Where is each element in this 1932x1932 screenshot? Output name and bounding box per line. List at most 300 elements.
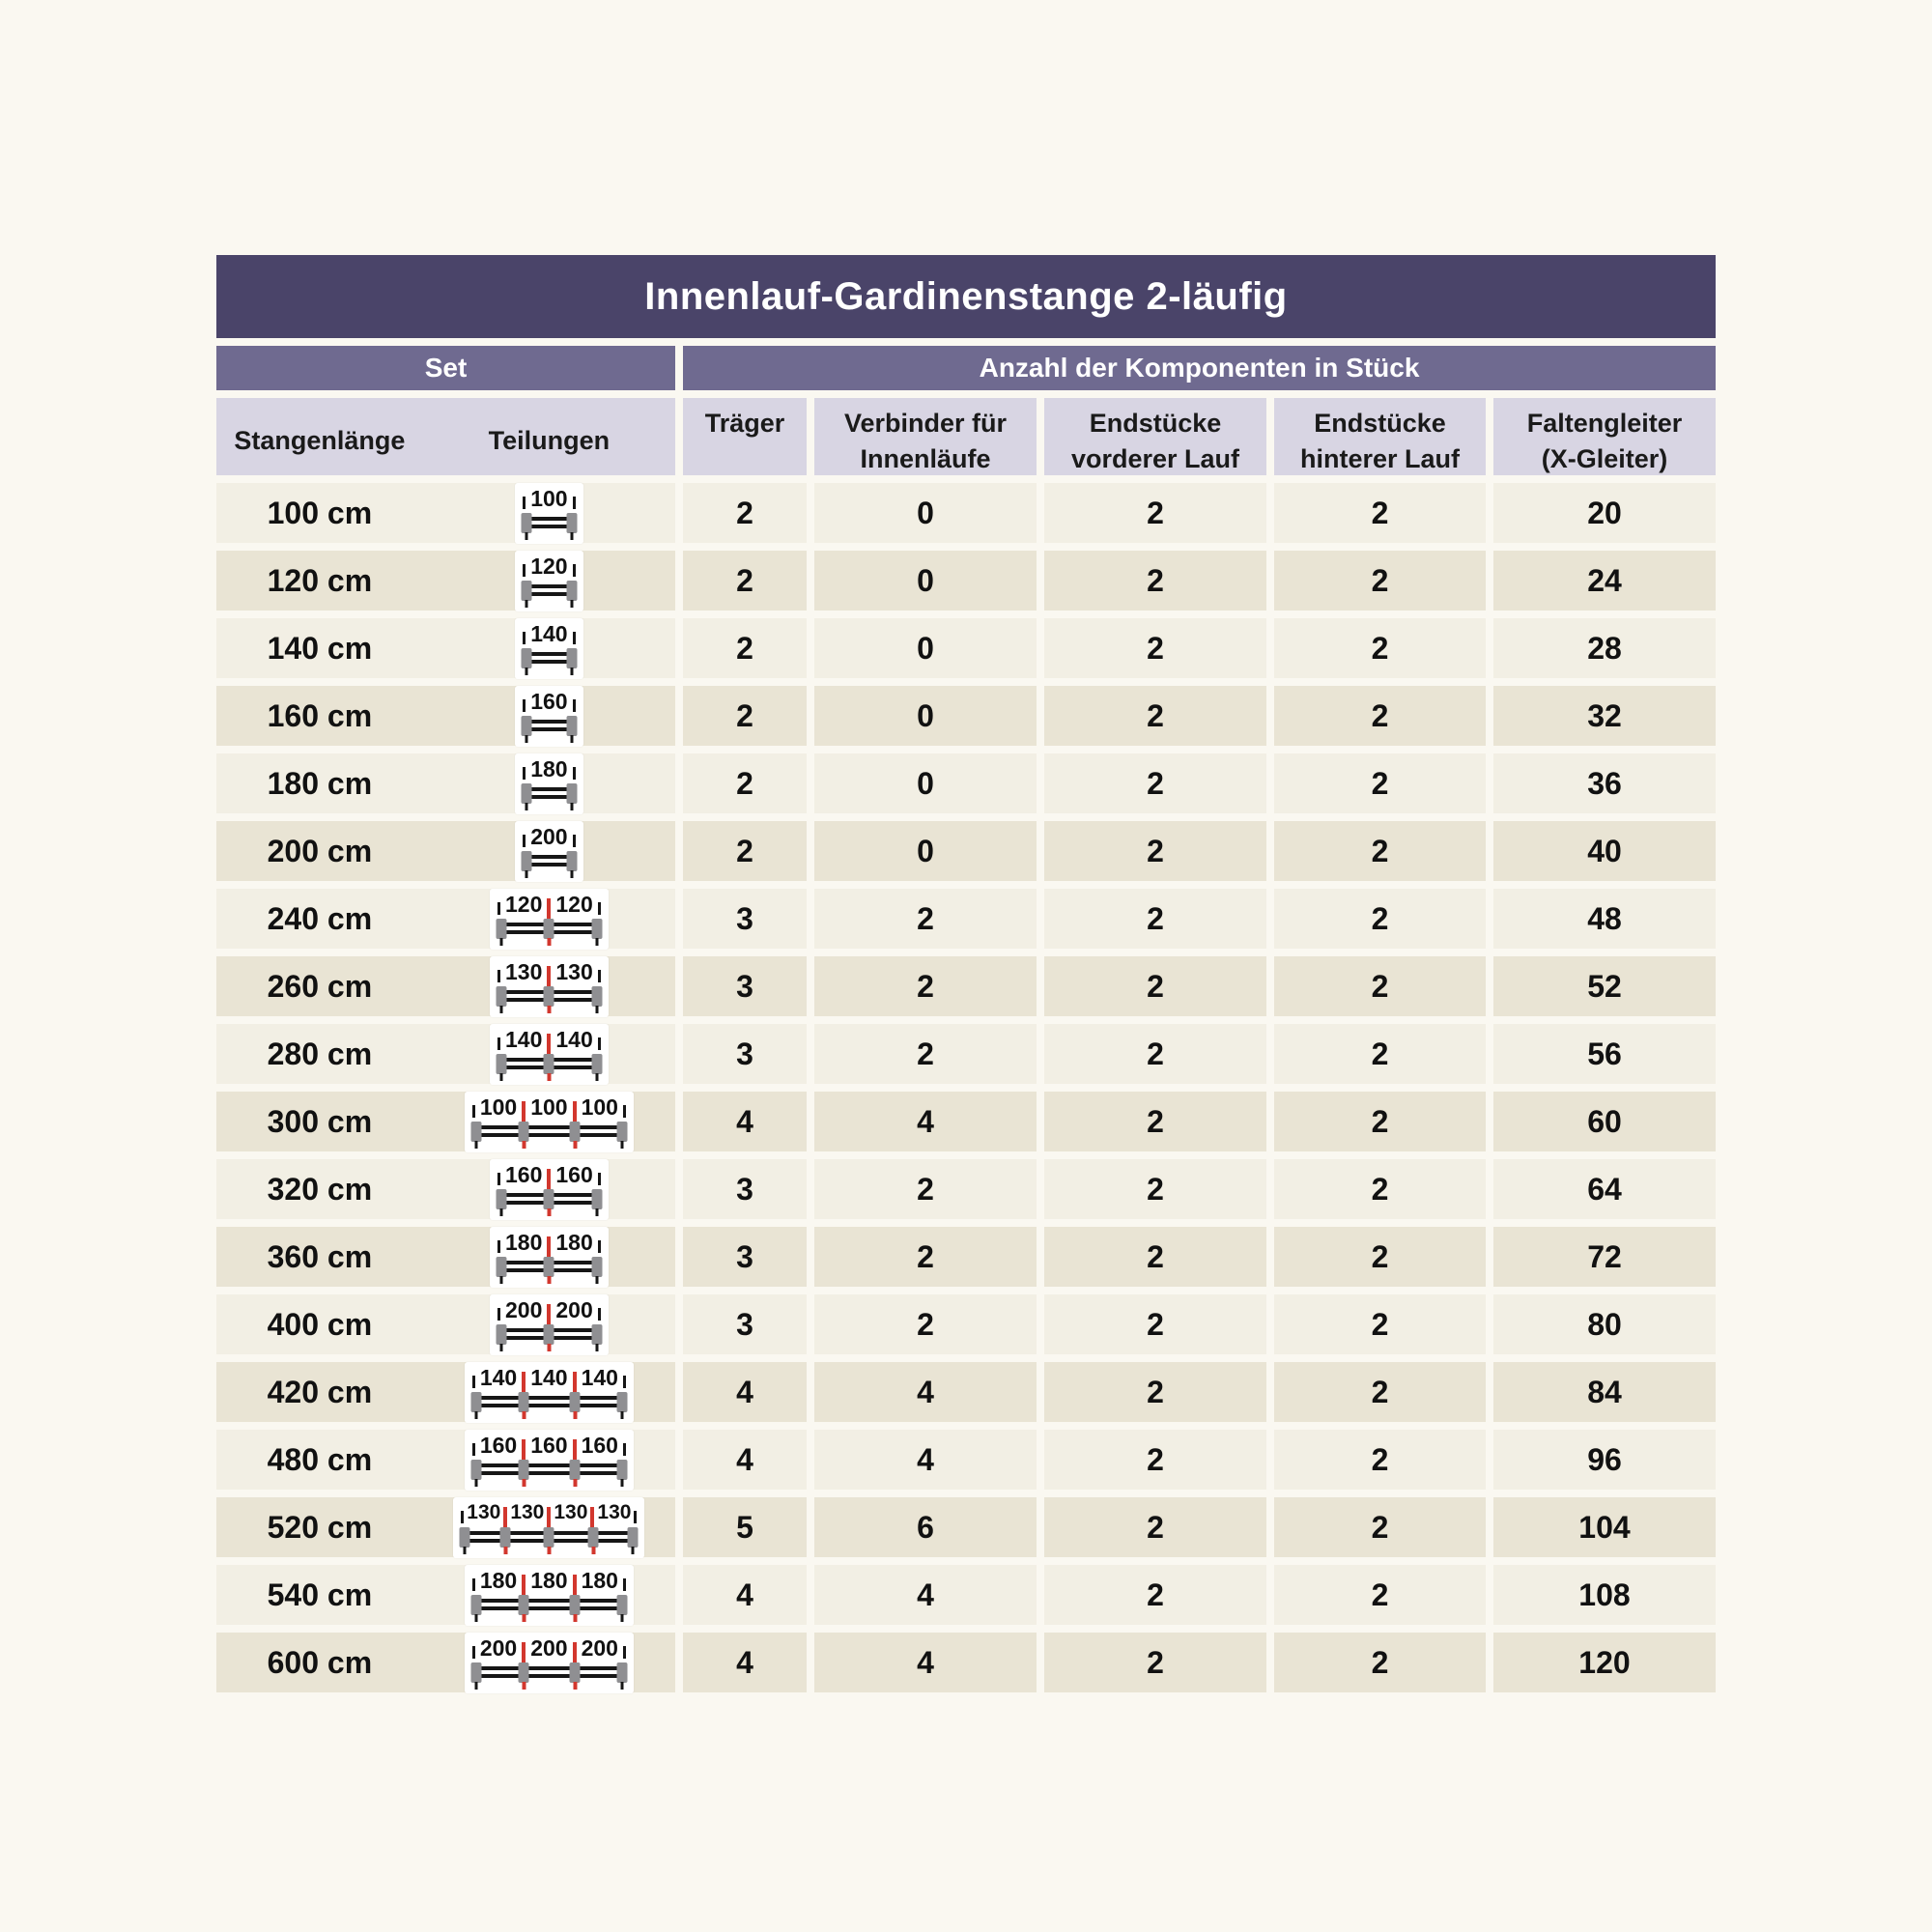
- rod-diagram: [465, 1362, 634, 1423]
- endstuecke-vorderer-lauf-value: 2: [1044, 1430, 1266, 1490]
- set-cell: [216, 1024, 675, 1084]
- rod-end-bracket: [470, 1122, 481, 1142]
- faltengleiter-value: 80: [1493, 1294, 1716, 1354]
- faltengleiter-value: 20: [1493, 483, 1716, 543]
- table-row: [216, 1024, 1716, 1084]
- rod-length: 280 cm: [267, 1036, 373, 1071]
- endstuecke-hinterer-lauf-value: 2: [1274, 821, 1486, 881]
- set-cell: [216, 821, 675, 881]
- verbinder-value: 0: [814, 551, 1037, 611]
- faltengleiter-value: 24: [1493, 551, 1716, 611]
- traeger-value: 4: [683, 1565, 807, 1625]
- rod-end-bracket: [460, 1527, 470, 1548]
- group-header-set: Set: [216, 346, 675, 390]
- segment-length: 200: [505, 1296, 543, 1322]
- endstuecke-hinterer-lauf-value: 2: [1274, 686, 1486, 746]
- faltengleiter-value: 108: [1493, 1565, 1716, 1625]
- traeger-value: 3: [683, 956, 807, 1016]
- rod-length: 320 cm: [267, 1171, 373, 1207]
- endstuecke-hinterer-lauf-value: 2: [1274, 956, 1486, 1016]
- set-cell: [216, 686, 675, 746]
- dimension-tick: [598, 1037, 601, 1050]
- endstuecke-vorderer-lauf-value: 2: [1044, 753, 1266, 813]
- table-title: Innenlauf-Gardinenstange 2-läufig: [216, 255, 1716, 338]
- segment-length: 180: [555, 1229, 593, 1255]
- endstuecke-vorderer-lauf-value: 2: [1044, 1024, 1266, 1084]
- segment-length: 140: [479, 1364, 518, 1390]
- endstuecke-hinterer-lauf-value: 2: [1274, 1294, 1486, 1354]
- rod-diagram: [515, 686, 582, 747]
- set-cell: [216, 956, 675, 1016]
- rod-end-bracket: [522, 648, 532, 668]
- rod-division: [423, 889, 675, 950]
- rod-end-bracket: [591, 1324, 602, 1345]
- dimension-tick: [623, 1105, 626, 1118]
- traeger-value: 4: [683, 1362, 807, 1422]
- table-row: [216, 1159, 1716, 1219]
- rod-division: [423, 551, 675, 611]
- rod-end-bracket: [522, 581, 532, 601]
- endstuecke-hinterer-lauf-value: 2: [1274, 1497, 1486, 1557]
- table-row: [216, 618, 1716, 678]
- rod-diagram: [490, 1024, 609, 1085]
- table-row: [216, 686, 1716, 746]
- column-header-endstuecke-vorne: Endstücke vorderer Lauf: [1044, 398, 1266, 475]
- rod-division: [423, 1294, 675, 1355]
- traeger-value: 2: [683, 551, 807, 611]
- faltengleiter-value: 64: [1493, 1159, 1716, 1219]
- traeger-value: 4: [683, 1092, 807, 1151]
- rod-diagram: [515, 618, 582, 679]
- rod-connector: [518, 1662, 528, 1683]
- dimension-tick: [623, 1646, 626, 1659]
- verbinder-value: 2: [814, 956, 1037, 1016]
- segment-length: 160: [530, 1432, 568, 1458]
- rod-connector: [518, 1595, 528, 1615]
- rod-division: [423, 1565, 675, 1626]
- table-row: [216, 956, 1716, 1016]
- segment-length: 130: [597, 1500, 632, 1523]
- endstuecke-vorderer-lauf-value: 2: [1044, 889, 1266, 949]
- rod-division: [423, 1227, 675, 1288]
- faltengleiter-value: 104: [1493, 1497, 1716, 1557]
- segment-length: 140: [555, 1026, 593, 1052]
- endstuecke-hinterer-lauf-value: 2: [1274, 483, 1486, 543]
- rod-connector: [544, 1257, 554, 1277]
- rod-length: 540 cm: [267, 1577, 373, 1612]
- rod-end-bracket: [470, 1460, 481, 1480]
- set-cell: [216, 1159, 675, 1219]
- rod-division: [423, 1024, 675, 1085]
- rod-end-bracket: [522, 851, 532, 871]
- table-row: [216, 753, 1716, 813]
- faltengleiter-value: 32: [1493, 686, 1716, 746]
- verbinder-value: 4: [814, 1362, 1037, 1422]
- segment-length: 130: [510, 1500, 545, 1523]
- verbinder-value: 4: [814, 1565, 1037, 1625]
- endstuecke-hinterer-lauf-value: 2: [1274, 1565, 1486, 1625]
- rod-diagram: [515, 483, 582, 544]
- rod-connector: [544, 1054, 554, 1074]
- endstuecke-hinterer-lauf-value: 2: [1274, 1159, 1486, 1219]
- rod-connector: [569, 1122, 580, 1142]
- faltengleiter-value: 28: [1493, 618, 1716, 678]
- endstuecke-vorderer-lauf-value: 2: [1044, 1159, 1266, 1219]
- table-row: [216, 889, 1716, 949]
- rod-length: 480 cm: [267, 1441, 373, 1477]
- column-header-set: [216, 398, 675, 475]
- traeger-value: 2: [683, 483, 807, 543]
- table-row: [216, 1497, 1716, 1557]
- rod-connector: [518, 1122, 528, 1142]
- rod-division: [423, 1497, 675, 1558]
- rod-division: [423, 821, 675, 882]
- segment-length: 160: [555, 1161, 593, 1187]
- rod-end-bracket: [497, 1324, 507, 1345]
- rod-division: [423, 483, 675, 544]
- traeger-value: 4: [683, 1430, 807, 1490]
- traeger-value: 3: [683, 1024, 807, 1084]
- rod-diagram: [515, 551, 582, 611]
- segment-length: 160: [479, 1432, 518, 1458]
- dimension-tick: [598, 1173, 601, 1185]
- rod-end-bracket: [628, 1527, 639, 1548]
- rod-length: 240 cm: [267, 900, 373, 936]
- traeger-value: 2: [683, 821, 807, 881]
- group-header-row: [216, 346, 1716, 390]
- segment-length: 100: [581, 1094, 618, 1120]
- table-row: [216, 1633, 1716, 1692]
- rod-end-bracket: [497, 1257, 507, 1277]
- rod-end-bracket: [470, 1392, 481, 1412]
- endstuecke-vorderer-lauf-value: 2: [1044, 1497, 1266, 1557]
- rod-end-bracket: [591, 1189, 602, 1209]
- rod-connector: [544, 919, 554, 939]
- faltengleiter-value: 84: [1493, 1362, 1716, 1422]
- endstuecke-vorderer-lauf-value: 2: [1044, 1227, 1266, 1287]
- rod-length: 180 cm: [267, 765, 373, 801]
- endstuecke-vorderer-lauf-value: 2: [1044, 1092, 1266, 1151]
- verbinder-value: 2: [814, 1159, 1037, 1219]
- dimension-tick: [634, 1511, 637, 1523]
- segment-length: 160: [530, 688, 568, 714]
- dimension-tick: [573, 767, 576, 780]
- rod-end-bracket: [566, 581, 577, 601]
- dimension-tick: [623, 1578, 626, 1591]
- segment-length: 160: [581, 1432, 618, 1458]
- rod-diagram: [490, 1227, 609, 1288]
- segment-length: 120: [530, 553, 568, 579]
- rod-end-bracket: [470, 1595, 481, 1615]
- endstuecke-hinterer-lauf-value: 2: [1274, 1362, 1486, 1422]
- rod-division: [423, 1430, 675, 1491]
- endstuecke-hinterer-lauf-value: 2: [1274, 1024, 1486, 1084]
- endstuecke-hinterer-lauf-value: 2: [1274, 1430, 1486, 1490]
- column-header-stangenlaenge: Stangenlänge: [234, 425, 406, 455]
- rod-length: 400 cm: [267, 1306, 373, 1342]
- dimension-tick: [573, 632, 576, 644]
- verbinder-value: 0: [814, 821, 1037, 881]
- table-row: [216, 1227, 1716, 1287]
- verbinder-value: 0: [814, 753, 1037, 813]
- segment-length: 100: [479, 1094, 518, 1120]
- rod-length: 200 cm: [267, 833, 373, 868]
- rod-length: 520 cm: [267, 1509, 373, 1545]
- endstuecke-hinterer-lauf-value: 2: [1274, 1227, 1486, 1287]
- segment-length: 200: [581, 1634, 618, 1661]
- column-header-teilungen: Teilungen: [488, 425, 611, 455]
- dimension-tick: [573, 835, 576, 847]
- column-header-verbinder: Verbinder für Innenläufe: [814, 398, 1037, 475]
- faltengleiter-value: 48: [1493, 889, 1716, 949]
- rod-end-bracket: [616, 1392, 627, 1412]
- segment-length: 130: [554, 1500, 588, 1523]
- verbinder-value: 2: [814, 1227, 1037, 1287]
- segment-length: 180: [530, 755, 568, 781]
- table-row: [216, 483, 1716, 543]
- segment-length: 140: [530, 620, 568, 646]
- rod-connector: [569, 1392, 580, 1412]
- segment-length: 130: [555, 958, 593, 984]
- group-header-components: Anzahl der Komponenten in Stück: [683, 346, 1716, 390]
- endstuecke-hinterer-lauf-value: 2: [1274, 551, 1486, 611]
- verbinder-value: 4: [814, 1633, 1037, 1692]
- rod-end-bracket: [470, 1662, 481, 1683]
- faltengleiter-value: 96: [1493, 1430, 1716, 1490]
- endstuecke-vorderer-lauf-value: 2: [1044, 1362, 1266, 1422]
- rod-end-bracket: [497, 1054, 507, 1074]
- endstuecke-hinterer-lauf-value: 2: [1274, 753, 1486, 813]
- verbinder-value: 4: [814, 1430, 1037, 1490]
- verbinder-value: 2: [814, 889, 1037, 949]
- endstuecke-vorderer-lauf-value: 2: [1044, 1565, 1266, 1625]
- segment-length: 180: [505, 1229, 543, 1255]
- segment-length: 140: [505, 1026, 543, 1052]
- endstuecke-vorderer-lauf-value: 2: [1044, 618, 1266, 678]
- faltengleiter-value: 36: [1493, 753, 1716, 813]
- rod-diagram: [515, 821, 582, 882]
- segment-length: 140: [581, 1364, 618, 1390]
- rod-connector: [518, 1460, 528, 1480]
- rod-end-bracket: [566, 851, 577, 871]
- verbinder-value: 0: [814, 686, 1037, 746]
- segment-length: 180: [530, 1567, 568, 1593]
- traeger-value: 3: [683, 1159, 807, 1219]
- rod-division: [423, 1633, 675, 1693]
- set-cell: [216, 889, 675, 949]
- set-cell: [216, 1430, 675, 1490]
- rod-length: 360 cm: [267, 1238, 373, 1274]
- verbinder-value: 4: [814, 1092, 1037, 1151]
- rod-end-bracket: [566, 648, 577, 668]
- rod-length: 600 cm: [267, 1644, 373, 1680]
- rod-end-bracket: [497, 919, 507, 939]
- segment-length: 130: [505, 958, 543, 984]
- dimension-tick: [598, 902, 601, 915]
- segment-length: 140: [530, 1364, 568, 1390]
- set-cell: [216, 551, 675, 611]
- rod-length: 420 cm: [267, 1374, 373, 1409]
- rod-end-bracket: [591, 986, 602, 1007]
- table-row: [216, 1092, 1716, 1151]
- faltengleiter-value: 60: [1493, 1092, 1716, 1151]
- verbinder-value: 6: [814, 1497, 1037, 1557]
- rod-diagram: [465, 1092, 634, 1152]
- traeger-value: 3: [683, 889, 807, 949]
- component-table: [216, 255, 1716, 1700]
- rod-diagram: [515, 753, 582, 814]
- column-header-endstuecke-hinten: Endstücke hinterer Lauf: [1274, 398, 1486, 475]
- rod-end-bracket: [616, 1122, 627, 1142]
- rod-connector: [544, 1189, 554, 1209]
- rod-diagram: [453, 1497, 644, 1558]
- rod-division: [423, 1092, 675, 1152]
- rod-length: 100 cm: [267, 495, 373, 530]
- rod-end-bracket: [566, 513, 577, 533]
- rod-diagram: [490, 889, 609, 950]
- rod-connector: [569, 1460, 580, 1480]
- segment-length: 180: [581, 1567, 618, 1593]
- dimension-tick: [573, 564, 576, 577]
- rod-end-bracket: [522, 783, 532, 804]
- dimension-tick: [573, 699, 576, 712]
- rod-division: [423, 956, 675, 1017]
- set-cell: [216, 1227, 675, 1287]
- rod-end-bracket: [591, 1054, 602, 1074]
- segment-length: 160: [505, 1161, 543, 1187]
- endstuecke-vorderer-lauf-value: 2: [1044, 483, 1266, 543]
- dimension-tick: [598, 970, 601, 982]
- set-cell: [216, 1497, 675, 1557]
- segment-length: 200: [530, 1634, 568, 1661]
- traeger-value: 4: [683, 1633, 807, 1692]
- dimension-tick: [573, 497, 576, 509]
- table-body: [216, 483, 1716, 1692]
- endstuecke-vorderer-lauf-value: 2: [1044, 956, 1266, 1016]
- traeger-value: 2: [683, 618, 807, 678]
- set-cell: [216, 753, 675, 813]
- dimension-tick: [623, 1376, 626, 1388]
- rod-division: [423, 686, 675, 747]
- traeger-value: 3: [683, 1227, 807, 1287]
- dimension-tick: [598, 1240, 601, 1253]
- segment-length: 200: [530, 823, 568, 849]
- segment-length: 120: [555, 891, 593, 917]
- rod-diagram: [490, 956, 609, 1017]
- column-header-traeger: Träger: [683, 398, 807, 475]
- rod-division: [423, 1159, 675, 1220]
- endstuecke-vorderer-lauf-value: 2: [1044, 1633, 1266, 1692]
- table-row: [216, 551, 1716, 611]
- rod-connector: [587, 1527, 598, 1548]
- rod-connector: [544, 1324, 554, 1345]
- rod-end-bracket: [522, 716, 532, 736]
- segment-length: 200: [479, 1634, 518, 1661]
- rod-connector: [518, 1392, 528, 1412]
- rod-end-bracket: [566, 716, 577, 736]
- rod-division: [423, 618, 675, 679]
- verbinder-value: 2: [814, 1294, 1037, 1354]
- rod-division: [423, 753, 675, 814]
- rod-diagram: [490, 1294, 609, 1355]
- rod-end-bracket: [497, 986, 507, 1007]
- set-cell: [216, 1362, 675, 1422]
- table-row: [216, 1294, 1716, 1354]
- faltengleiter-value: 120: [1493, 1633, 1716, 1692]
- set-cell: [216, 1633, 675, 1692]
- segment-length: 120: [505, 891, 543, 917]
- segment-length: 180: [479, 1567, 518, 1593]
- endstuecke-vorderer-lauf-value: 2: [1044, 821, 1266, 881]
- rod-end-bracket: [591, 919, 602, 939]
- rod-end-bracket: [616, 1460, 627, 1480]
- rod-end-bracket: [591, 1257, 602, 1277]
- rod-end-bracket: [566, 783, 577, 804]
- table-row: [216, 1430, 1716, 1490]
- rod-connector: [569, 1595, 580, 1615]
- rod-connector: [569, 1662, 580, 1683]
- traeger-value: 2: [683, 686, 807, 746]
- verbinder-value: 0: [814, 618, 1037, 678]
- faltengleiter-value: 52: [1493, 956, 1716, 1016]
- traeger-value: 2: [683, 753, 807, 813]
- column-header-faltengleiter: Faltengleiter (X-Gleiter): [1493, 398, 1716, 475]
- endstuecke-vorderer-lauf-value: 2: [1044, 1294, 1266, 1354]
- column-header-row: [216, 398, 1716, 475]
- rod-diagram: [465, 1430, 634, 1491]
- rod-connector: [544, 986, 554, 1007]
- rod-length: 120 cm: [267, 562, 373, 598]
- segment-length: 100: [530, 485, 568, 511]
- verbinder-value: 0: [814, 483, 1037, 543]
- rod-diagram: [465, 1565, 634, 1626]
- rod-diagram: [490, 1159, 609, 1220]
- rod-length: 140 cm: [267, 630, 373, 666]
- endstuecke-vorderer-lauf-value: 2: [1044, 551, 1266, 611]
- faltengleiter-value: 40: [1493, 821, 1716, 881]
- traeger-value: 3: [683, 1294, 807, 1354]
- set-cell: [216, 483, 675, 543]
- rod-division: [423, 1362, 675, 1423]
- set-cell: [216, 618, 675, 678]
- segment-length: 100: [530, 1094, 568, 1120]
- rod-end-bracket: [616, 1662, 627, 1683]
- table-row: [216, 1565, 1716, 1625]
- traeger-value: 5: [683, 1497, 807, 1557]
- endstuecke-vorderer-lauf-value: 2: [1044, 686, 1266, 746]
- rod-length: 160 cm: [267, 697, 373, 733]
- endstuecke-hinterer-lauf-value: 2: [1274, 1092, 1486, 1151]
- set-cell: [216, 1092, 675, 1151]
- table-row: [216, 821, 1716, 881]
- faltengleiter-value: 56: [1493, 1024, 1716, 1084]
- rod-end-bracket: [616, 1595, 627, 1615]
- dimension-tick: [623, 1443, 626, 1456]
- rod-end-bracket: [522, 513, 532, 533]
- dimension-tick: [598, 1308, 601, 1321]
- set-cell: [216, 1294, 675, 1354]
- rod-connector: [499, 1527, 510, 1548]
- rod-length: 300 cm: [267, 1103, 373, 1139]
- verbinder-value: 2: [814, 1024, 1037, 1084]
- table-row: [216, 1362, 1716, 1422]
- rod-connector: [544, 1527, 554, 1548]
- endstuecke-hinterer-lauf-value: 2: [1274, 1633, 1486, 1692]
- segment-length: 200: [555, 1296, 593, 1322]
- rod-diagram: [465, 1633, 634, 1693]
- rod-end-bracket: [497, 1189, 507, 1209]
- endstuecke-hinterer-lauf-value: 2: [1274, 618, 1486, 678]
